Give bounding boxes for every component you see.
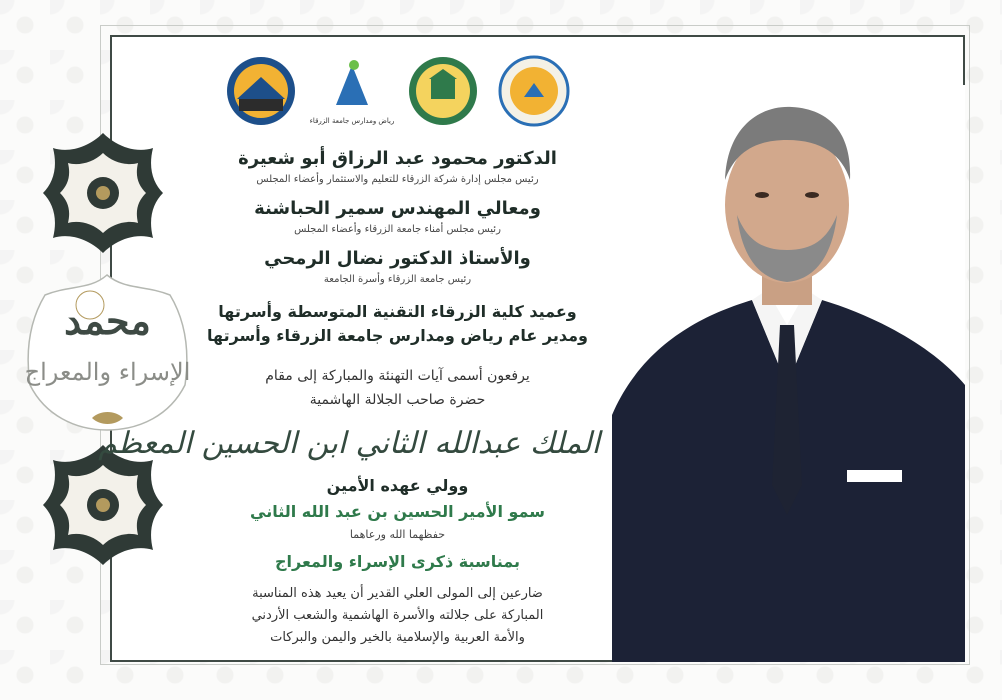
calligraphy-medallion (20, 270, 195, 435)
top-ornament-icon (38, 128, 168, 258)
dean-line: وعميد كلية الزرقاء التقنية المتوسطة وأسرتها (218, 302, 577, 321)
director-line: ومدير عام رياض ومدارس جامعة الزرقاء وأسرتها (207, 326, 588, 345)
prince-name: سمو الأمير الحسين بن عبد الله الثاني (250, 502, 545, 521)
chairman-name: الدكتور محمود عبد الرزاق أبو شعيرة (238, 148, 557, 169)
crown-prince-line: وولي عهده الأمين (326, 476, 469, 495)
president-title: رئيس جامعة الزرقاء وأسرة الجامعة (323, 274, 472, 285)
king-portrait (612, 85, 965, 662)
medallion-outline-icon (20, 270, 195, 435)
prayer-line-2: المباركة على جلالته والأسرة الهاشمية والشعب الأردني (251, 608, 544, 623)
greeting-line-2: حضرة صاحب الجلالة الهاشمية (309, 392, 486, 408)
prayer-line-1: ضارعين إلى المولى العلي القدير أن يعيد هذه المناسبة (252, 586, 543, 601)
portrait-illustration-icon (612, 85, 965, 662)
chairman-title: رئيس مجلس إدارة شركة الزرقاء للتعليم والاستثمار وأعضاء المجلس (256, 174, 539, 185)
trustees-name: ومعالي المهندس سمير الحباشنة (254, 198, 541, 219)
king-name-calligraphy: الملك عبدالله الثاني ابن الحسين المعظم (98, 426, 600, 461)
occasion-calligraphy: الإسراء والمعراج (24, 358, 191, 386)
schools-logo-caption: رياض ومدارس جامعة الزرقاء (309, 117, 395, 125)
occasion-line: بمناسبة ذكرى الإسراء والمعراج (275, 552, 520, 571)
trustees-title: رئيس مجلس أمناء جامعة الزرقاء وأعضاء المجلس (294, 224, 501, 235)
greeting-line-1: يرفعون أسمى آيات التهنئة والمباركة إلى مقام (265, 368, 530, 384)
president-name: والأستاذ الدكتور نضال الرمحي (264, 248, 531, 269)
prayer-line-3: والأمة العربية والإسلامية بالخير واليمن والبركات (270, 630, 525, 645)
prophet-name-calligraphy: محمد (64, 298, 151, 343)
blessing-line: حفظهما الله ورعاهما (349, 528, 446, 541)
